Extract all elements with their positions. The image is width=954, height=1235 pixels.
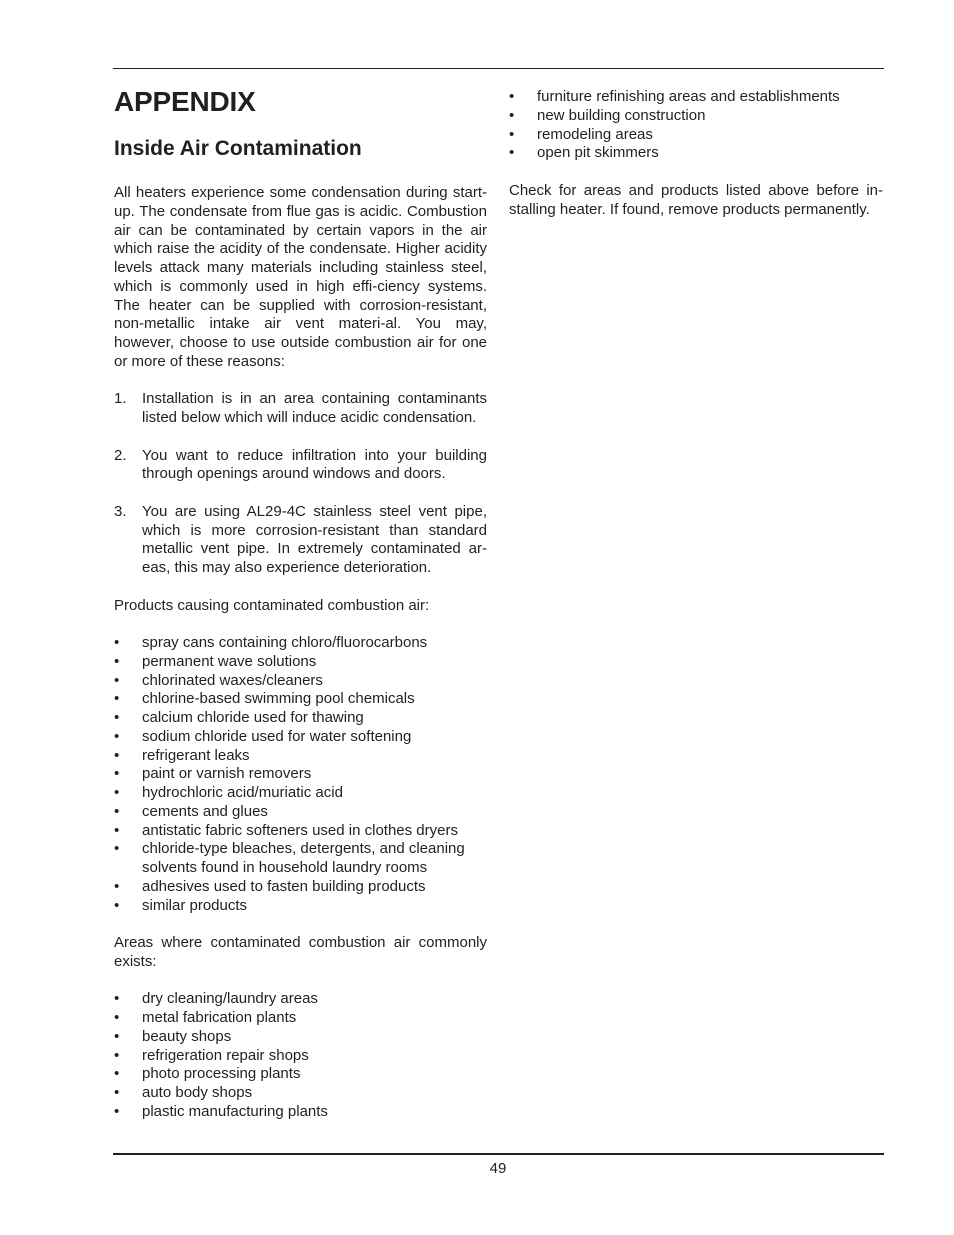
list-item: [114, 1009, 487, 1028]
list-item-text: hydrochloric acid/muriatic acid: [142, 784, 343, 801]
list-item: [114, 840, 487, 878]
list-item-text: chlorinated waxes/cleaners: [142, 671, 323, 689]
areas-list: [114, 990, 487, 1121]
list-item-text: refrigeration repair shops: [142, 1046, 309, 1064]
bullet-icon: •: [114, 652, 120, 670]
list-item-text: adhesives used to fasten building products: [142, 877, 426, 895]
reasons-list: [114, 390, 487, 578]
list-item-text: paint or varnish removers: [142, 765, 312, 783]
closing-paragraph: Check for areas and products listed above before in-stalling heater. If found, remove products permanently.: [509, 181, 883, 218]
bottom-rule: [113, 1153, 884, 1155]
list-item: [114, 690, 487, 709]
bullet-icon: •: [509, 106, 515, 124]
list-item-text: new building construction: [537, 106, 706, 124]
right-column: [509, 88, 883, 219]
bullet-icon: •: [509, 88, 515, 105]
bullet-icon: •: [114, 690, 120, 708]
bullet-icon: •: [114, 1065, 120, 1083]
list-item-text: photo processing plants: [142, 1065, 301, 1083]
list-item-text: auto body shops: [142, 1084, 253, 1101]
list-item-text: furniture refinishing areas and establishments: [537, 88, 840, 105]
bullet-icon: •: [114, 1027, 120, 1045]
bullet-icon: •: [509, 125, 515, 143]
bullet-icon: •: [114, 727, 120, 745]
bullet-icon: •: [114, 1084, 120, 1101]
products-list: [114, 634, 487, 915]
areas-list-continued: [509, 88, 883, 163]
bullet-icon: •: [114, 746, 120, 764]
list-item: [114, 653, 487, 672]
bullet-icon: •: [114, 802, 120, 820]
areas-heading: Areas where contaminated combustion air commonly exists:: [114, 934, 487, 970]
intro-paragraph: All heaters experience some condensation during start-up. The condensate from flue gas is acidic. Combustion air can be contaminated by certain vapors in the air which raise the acidity of the condensate. Higher acidity levels attack many materials including stainless steel, which is commonly used in high effi-ciency systems. The heater can be supplied with corrosion-resistant, non-metallic intake air vent materi-al. You may, however, choose to use outside combustion air for one or more of these reasons:: [114, 184, 487, 370]
page-number: 49: [489, 1160, 507, 1177]
list-item: [114, 784, 487, 803]
reason-number: 2.: [114, 446, 127, 464]
bullet-icon: •: [114, 896, 120, 914]
section-title: Inside Air Contamination: [114, 137, 362, 160]
bullet-icon: •: [114, 1009, 120, 1026]
list-item: [509, 144, 883, 163]
list-item-text: dry cleaning/laundry areas: [142, 990, 318, 1008]
bullet-icon: •: [114, 634, 120, 651]
list-item: [114, 1084, 487, 1103]
list-item-text: open pit skimmers: [537, 144, 659, 162]
list-item: [114, 709, 487, 728]
top-rule: [113, 68, 884, 69]
bullet-icon: •: [114, 1046, 120, 1064]
list-item: [114, 1028, 487, 1047]
list-item: [114, 878, 487, 897]
list-item: [114, 822, 487, 841]
list-item: [509, 88, 883, 107]
reason-text: You are using AL29-4C stainless steel vent pipe, which is more corrosion-resistant than standard metallic vent pipe. In extremely contaminated ar-eas, this may also experience deterioration.: [142, 502, 487, 576]
bullet-icon: •: [114, 877, 120, 895]
list-item: [114, 634, 487, 653]
list-item: [509, 107, 883, 126]
list-item: [114, 803, 487, 822]
list-item-text: plastic manufacturing plants: [142, 1102, 328, 1120]
list-item-text: permanent wave solutions: [142, 652, 317, 670]
bullet-icon: •: [114, 821, 120, 839]
list-item: [114, 672, 487, 691]
list-item-text: cements and glues: [142, 802, 268, 820]
reason-text: You want to reduce infiltration into your building through openings around windows and doors.: [142, 446, 487, 483]
list-item: [114, 990, 487, 1009]
reason-item: [114, 447, 487, 485]
list-item-text: calcium chloride used for thawing: [142, 709, 364, 726]
reason-number: 1.: [114, 390, 127, 408]
list-item-text: beauty shops: [142, 1027, 232, 1045]
bullet-icon: •: [114, 990, 120, 1008]
bullet-icon: •: [114, 765, 120, 783]
list-item-text: remodeling areas: [537, 125, 653, 143]
list-item-text: metal fabrication plants: [142, 1009, 297, 1026]
list-item: [114, 765, 487, 784]
bullet-icon: •: [114, 709, 120, 726]
list-item: [114, 1065, 487, 1084]
bullet-icon: •: [114, 784, 120, 801]
left-column: [114, 84, 487, 1122]
list-item-text: similar products: [142, 896, 248, 914]
bullet-icon: •: [114, 671, 120, 689]
list-item: [114, 747, 487, 766]
list-item: [509, 126, 883, 145]
list-item: [114, 728, 487, 747]
page-title: APPENDIX: [114, 86, 256, 117]
reason-number: 3.: [114, 502, 127, 520]
list-item-text: sodium chloride used for water softening: [142, 727, 412, 745]
list-item: [114, 1047, 487, 1066]
list-item-text: refrigerant leaks: [142, 746, 250, 764]
list-item-text: chlorine-based swimming pool chemicals: [142, 690, 415, 708]
list-item: [114, 897, 487, 916]
bullet-icon: •: [114, 1102, 120, 1120]
reason-item: [114, 503, 487, 578]
reason-text: Installation is in an area containing contaminants listed below which will induce acidic condensation.: [142, 390, 487, 426]
bullet-icon: •: [509, 144, 515, 162]
list-item: [114, 1103, 487, 1122]
reason-item: [114, 390, 487, 428]
list-item-text: antistatic fabric softeners used in clothes dryers: [142, 821, 458, 839]
products-heading: Products causing contaminated combustion air:: [114, 596, 430, 614]
list-item-text: chloride-type bleaches, detergents, and cleaning solvents found in household laundry rooms: [142, 840, 465, 876]
list-item-text: spray cans containing chloro/fluorocarbons: [142, 634, 428, 651]
bullet-icon: •: [114, 840, 120, 858]
